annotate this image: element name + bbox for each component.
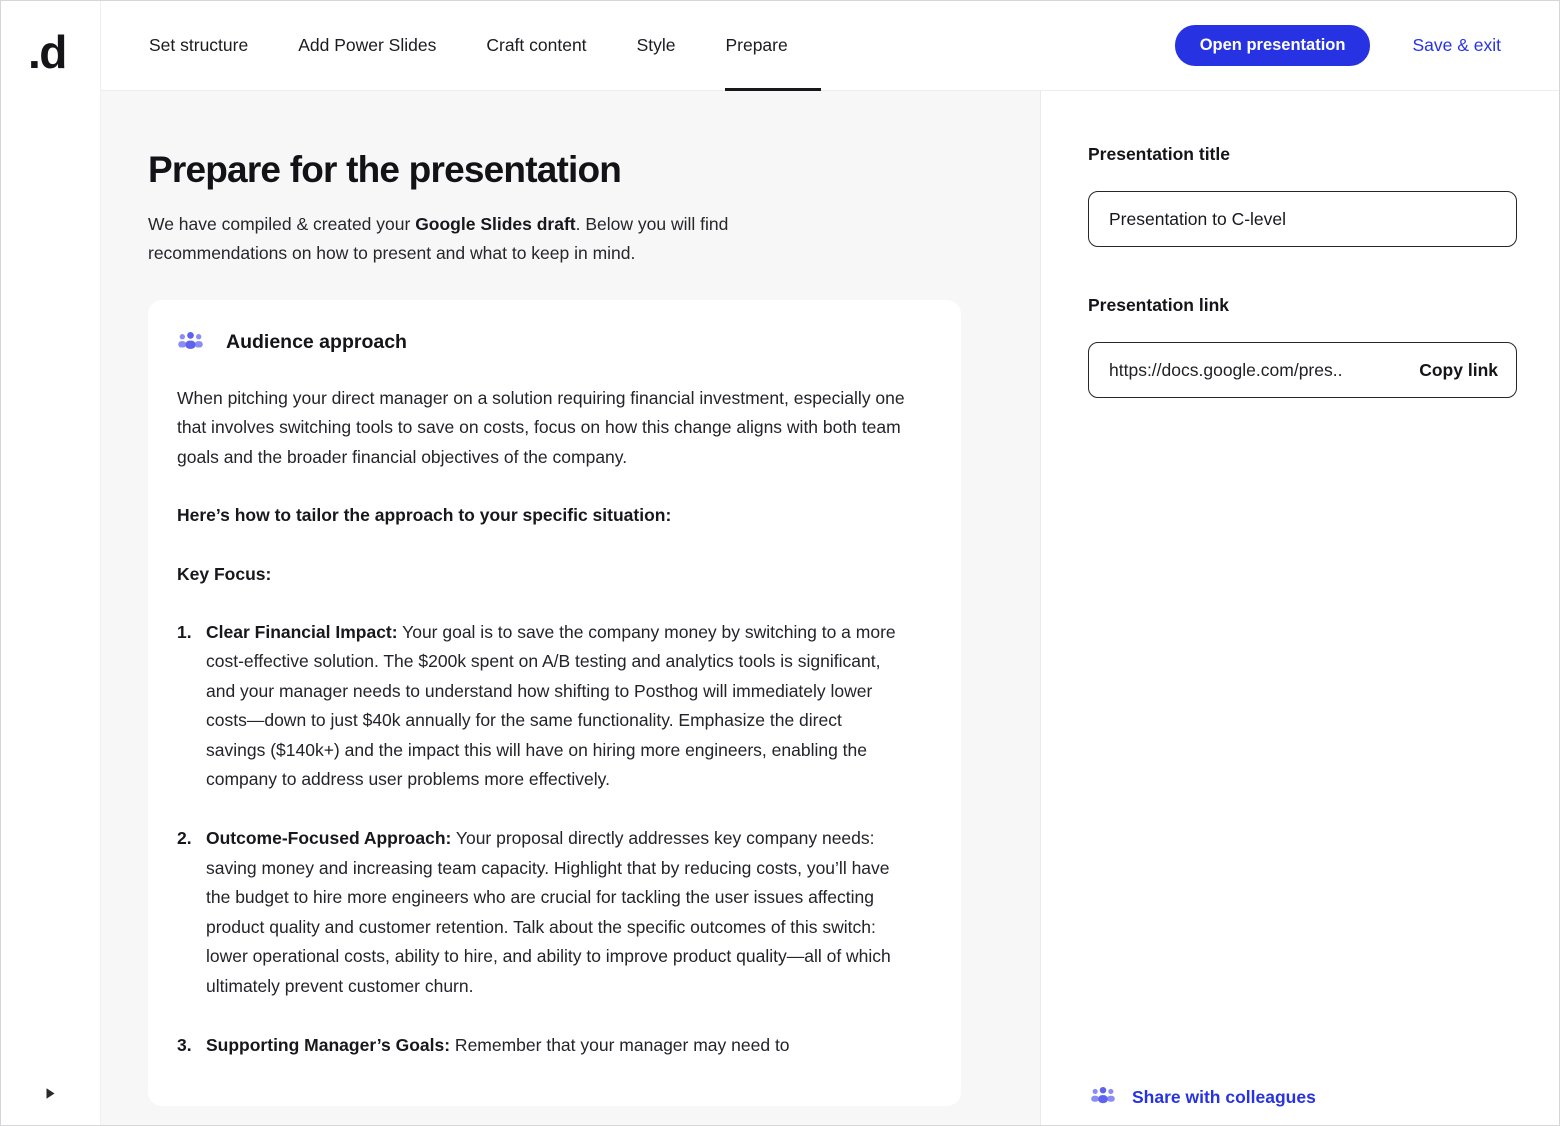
list-item-number: 1. <box>177 622 192 643</box>
card-title: Audience approach <box>226 331 407 353</box>
page-subtitle <box>148 210 848 268</box>
open-presentation-button[interactable]: Open presentation <box>1175 25 1371 66</box>
tab-prepare[interactable]: Prepare <box>725 1 787 90</box>
list-item-body <box>206 1031 906 1060</box>
tab-set-structure[interactable]: Set structure <box>149 35 249 55</box>
list-item-number: 2. <box>177 828 192 849</box>
subtitle-bold: Google Slides draft <box>415 214 576 234</box>
list-item-text: Remember that your manager may need to <box>450 1034 790 1055</box>
list-item <box>177 1031 906 1060</box>
key-focus-label: Key Focus: <box>177 563 272 584</box>
copy-link-button[interactable]: Copy link <box>1419 359 1498 380</box>
tab-add-power-slides[interactable]: Add Power Slides <box>298 35 437 55</box>
presentation-link-label: Presentation link <box>1088 295 1230 315</box>
list-item-body <box>206 618 906 794</box>
tab-style[interactable]: Style <box>636 35 676 55</box>
audience-icon <box>177 330 204 355</box>
list-item-text: Your goal is to save the company money by switching to a more cost-effective solution. The $200k spent on A/B testing and analytics tools is significant, and your manager needs to understand how shifting to Posthog will immediately lower costs—down to just $40k annually for the same functionality. Emphasize the direct savings ($140k+) and the impact this will have on hiring more engineers, enabling the company to address user problems more effectively. <box>206 622 896 790</box>
subtitle-text-post: . Below you will find recommendations on how to present and what to keep in mind. <box>148 214 729 263</box>
nav-tabs <box>149 1 788 90</box>
list-item <box>177 824 906 1000</box>
presentation-link-field <box>1088 342 1517 398</box>
settings-panel <box>1040 91 1559 1125</box>
presentation-title-input[interactable] <box>1088 191 1517 247</box>
main-content <box>101 91 1040 1125</box>
tab-craft-content[interactable]: Craft content <box>486 35 587 55</box>
list-item-body <box>206 824 906 1000</box>
list-item <box>177 618 906 794</box>
body-row <box>101 91 1559 1125</box>
list-item-text: Your proposal directly addresses key company needs: saving money and increasing team capacity. Highlight that by reducing costs, you’ll have the budget to hire more engineers who are crucial for tackling the user issues affecting product quality and customer retention. Talk about the specific outcomes of this switch: lower operational costs, ability to hire, and ability to improve product quality—all of which ultimately prevent customer churn. <box>206 828 891 996</box>
key-focus-list <box>177 618 906 1060</box>
card-header <box>177 330 906 355</box>
page-title: Prepare for the presentation <box>148 149 622 190</box>
subtitle-text-pre: We have compiled & created your <box>148 214 416 234</box>
list-item-lead: Outcome-Focused Approach: <box>206 828 452 849</box>
audience-approach-card <box>148 300 961 1106</box>
list-item-lead: Clear Financial Impact: <box>206 622 398 643</box>
list-item-lead: Supporting Manager’s Goals: <box>206 1034 451 1055</box>
left-rail <box>1 1 101 1125</box>
tailor-heading: Here’s how to tailor the approach to your specific situation: <box>177 505 672 526</box>
expand-handle[interactable] <box>45 1087 56 1105</box>
people-icon <box>1090 1085 1116 1109</box>
presentation-title-label: Presentation title <box>1088 144 1230 164</box>
presentation-link-value: https://docs.google.com/pres.. <box>1109 359 1343 380</box>
brand-logo[interactable]: .d <box>28 26 66 78</box>
main-column <box>101 1 1559 1125</box>
play-icon <box>45 1087 56 1100</box>
save-and-exit-link[interactable]: Save & exit <box>1412 35 1501 55</box>
share-with-colleagues-button[interactable] <box>1088 1085 1517 1109</box>
topbar-actions <box>1175 25 1501 66</box>
share-label: Share with colleagues <box>1132 1086 1316 1107</box>
list-item-number: 3. <box>177 1034 192 1055</box>
card-paragraph: When pitching your direct manager on a solution requiring financial investment, especially one that involves switching tools to save on costs, focus on how this change aligns with both team goals and the broader financial objectives of the company. <box>177 388 905 467</box>
top-nav <box>101 1 1559 91</box>
